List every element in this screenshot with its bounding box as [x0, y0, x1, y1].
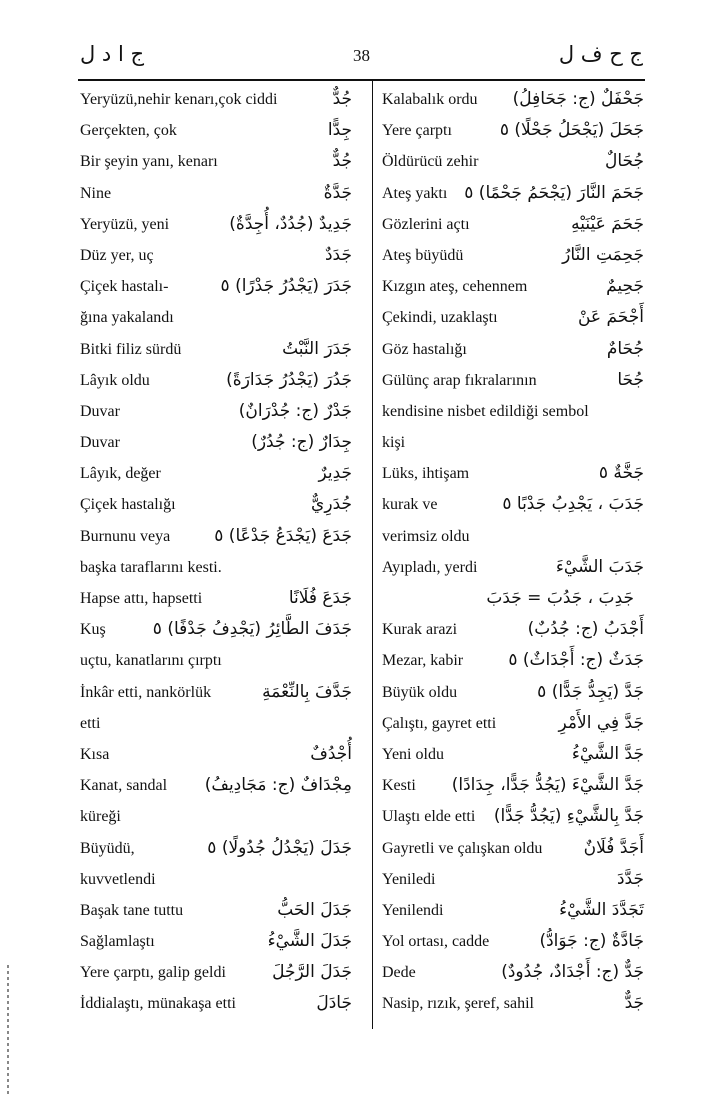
dictionary-entry [382, 178, 644, 209]
turkish-definition: uçtu, kanatlarını çırptı [80, 652, 222, 670]
dictionary-entry [382, 334, 644, 365]
turkish-definition: Lâyık, değer [80, 465, 161, 483]
arabic-headword: جَحَلَ (يَجْحَلُ جَحْلًا) ٥ [499, 120, 644, 141]
arabic-headword: جَدَّ الشَّيْءُ [571, 743, 644, 764]
turkish-definition: Ateş yaktı [382, 184, 448, 202]
turkish-definition: Yeryüzü,nehir kenarı,çok ciddi [80, 91, 278, 108]
arabic-headword: جَادَّةٌ (ج: جَوَادُّ) [539, 931, 644, 952]
turkish-definition: Mezar, kabir [382, 652, 464, 670]
turkish-definition: Lüks, ihtişam [382, 465, 470, 483]
dictionary-entry [382, 708, 644, 739]
dictionary-entry [80, 895, 352, 926]
arabic-headword: جَدَلَ (يَجْدُلُ جُدُولًا) ٥ [207, 837, 352, 858]
turkish-definition: Kesti [382, 777, 416, 795]
dictionary-entry [382, 988, 644, 1019]
dictionary-entry [80, 770, 352, 801]
turkish-definition: başka taraflarını kesti. [80, 558, 222, 576]
dictionary-entry [80, 521, 352, 552]
arabic-headword: جَدَثٌ (ج: أَجْدَاثٌ) ٥ [508, 650, 644, 671]
dictionary-entry [382, 801, 644, 832]
arabic-headword: جُحَالٌ [604, 151, 644, 172]
arabic-headword: جُدَرِيٌّ [311, 494, 352, 515]
dictionary-entry [382, 146, 644, 177]
turkish-definition: etti [80, 714, 101, 732]
arabic-headword: جَدُرَ (يَجْدُرُ جَدَارَةً) [226, 369, 352, 390]
turkish-definition: Duvar [80, 434, 120, 452]
turkish-definition: Duvar [80, 402, 120, 420]
dictionary-entry [80, 833, 352, 864]
arabic-headword: جَحِيمٌ [606, 276, 644, 297]
arabic-headword: جَدٌّ (ج: أَجْدَادٌ، جُدُودٌ) [501, 962, 644, 983]
arabic-headword: جَدِبَ ، جَدُبَ = جَدَبَ [486, 588, 634, 608]
arabic-headword: جَدَّةٌ [323, 182, 352, 203]
turkish-definition: küreği [80, 808, 121, 826]
dictionary-entry [80, 708, 352, 739]
dictionary-entry [382, 84, 644, 115]
dictionary-entry [80, 302, 352, 333]
turkish-definition: Düz yer, uç [80, 246, 154, 264]
turkish-definition: Ayıpladı, yerdi [382, 558, 478, 576]
dictionary-entry [80, 84, 352, 115]
dictionary-entry [382, 583, 644, 614]
header-right-letters: ج ح ف ل [558, 42, 643, 66]
dictionary-entry [382, 209, 644, 240]
dictionary-entry [80, 209, 352, 240]
dictionary-entry [382, 645, 644, 676]
arabic-headword: جَدَّفَ بِالنِّعْمَةِ [262, 681, 352, 702]
arabic-headword: أَجْحَمَ عَنْ [577, 307, 644, 328]
turkish-definition: Bitki filiz sürdü [80, 340, 182, 358]
dictionary-entry [382, 271, 644, 302]
arabic-headword: جَدَبَ الشَّيْءَ [555, 556, 644, 577]
dictionary-entry [80, 739, 352, 770]
arabic-headword: جَدَّ فِي الأَمْرِ [558, 712, 644, 733]
turkish-definition: Burnunu veya [80, 527, 171, 545]
dictionary-entry [382, 614, 644, 645]
turkish-definition: Ateş büyüdü [382, 246, 464, 264]
turkish-definition: verimsiz oldu [382, 527, 470, 545]
dictionary-entry [382, 895, 644, 926]
turkish-definition: Yol ortası, cadde [382, 933, 490, 951]
turkish-definition: Bir şeyin yanı, kenarı [80, 153, 218, 171]
turkish-definition: Çiçek hastalı- [80, 278, 169, 296]
turkish-definition: Çalıştı, gayret etti [382, 714, 497, 732]
dictionary-entry [80, 365, 352, 396]
turkish-definition: kişi [382, 434, 406, 452]
arabic-headword: جُحَا [617, 369, 644, 390]
arabic-headword: جَدَدٌ [324, 244, 352, 265]
turkish-definition: Nine [80, 184, 112, 202]
dictionary-entry [80, 240, 352, 271]
arabic-headword: جَدَفَ الطَّائِرُ (يَجْدِفُ جَدْفًا) ٥ [152, 619, 352, 640]
dictionary-entry [80, 178, 352, 209]
dictionary-entry [80, 458, 352, 489]
arabic-headword: جَدَّ (يَجِدُّ جَدًّا) ٥ [537, 681, 644, 702]
dictionary-entry [80, 645, 352, 676]
arabic-headword: تَجَدَّدَ الشَّيْءُ [559, 899, 644, 920]
arabic-headword: جَدٌّ [624, 993, 644, 1014]
turkish-definition: Kalabalık ordu [382, 91, 478, 108]
turkish-definition: Gülünç arap fıkralarının [382, 371, 537, 389]
arabic-headword: جُحَامٌ [606, 338, 644, 359]
arabic-headword: جَحِمَتِ النَّارُ [562, 244, 644, 265]
arabic-headword: جَدِيدٌ (جُدُدٌ، أُجِدَّةٌ) [229, 213, 352, 234]
dictionary-entry [80, 957, 352, 988]
turkish-definition: Lâyık oldu [80, 371, 150, 389]
page-header [78, 40, 645, 72]
dictionary-entry [80, 271, 352, 302]
arabic-headword: مِجْدَافٌ (ج: مَجَادِيفُ) [204, 775, 352, 796]
dictionary-entry [80, 614, 352, 645]
dictionary-entry [80, 583, 352, 614]
turkish-definition: Göz hastalığı [382, 340, 467, 358]
arabic-headword: جَحَمَ النَّارَ (يَجْحَمُ جَحْمًا) ٥ [464, 182, 644, 203]
arabic-headword: جَدَرَ (يَجْدُرُ جَدْرًا) ٥ [220, 276, 352, 297]
dictionary-entry [80, 115, 352, 146]
dictionary-entry [80, 988, 352, 1019]
turkish-definition: Dede [382, 964, 416, 982]
arabic-headword: جَدَلَ الشَّيْءُ [267, 931, 352, 952]
column-divider [372, 81, 373, 1029]
page-number: 38 [353, 46, 370, 65]
turkish-definition: Gerçekten, çok [80, 122, 177, 140]
turkish-definition: Öldürücü zehir [382, 153, 479, 171]
turkish-definition: Kızgın ateş, cehennem [382, 278, 528, 296]
dictionary-entry [80, 864, 352, 895]
turkish-definition: Yeryüzü, yeni [80, 215, 170, 233]
turkish-definition: Yeniledi [382, 870, 436, 888]
dictionary-entry [80, 396, 352, 427]
dictionary-entry [382, 552, 644, 583]
arabic-headword: جَادَلَ [316, 993, 352, 1014]
turkish-definition: Yeni oldu [382, 745, 444, 763]
dictionary-entry [382, 957, 644, 988]
arabic-headword: جَدَلَ الحَبُّ [277, 899, 352, 920]
dictionary-entry [382, 833, 644, 864]
dictionary-entry [80, 427, 352, 458]
turkish-definition: Ulaştı elde etti [382, 808, 476, 826]
arabic-headword: جَدْرٌ (ج: جُدْرَانٌ) [238, 400, 352, 421]
turkish-definition: ğına yakalandı [80, 309, 174, 327]
arabic-headword: جَدَعَ فُلَانًا [288, 588, 352, 608]
turkish-definition: Yere çarptı [382, 122, 452, 140]
dictionary-entry [382, 677, 644, 708]
turkish-definition: Yenilendi [382, 901, 444, 919]
turkish-definition: Kurak arazi [382, 621, 458, 639]
arabic-headword: جَدَّدَ [616, 868, 644, 889]
turkish-definition: kuvvetlendi [80, 870, 156, 888]
turkish-definition: İddialaştı, münakaşa etti [80, 995, 236, 1013]
margin-mark [7, 965, 9, 1095]
dictionary-entry [382, 770, 644, 801]
turkish-definition: Yere çarptı, galip geldi [80, 964, 226, 982]
arabic-headword: جَدِيرٌ [318, 463, 352, 484]
turkish-definition: İnkâr etti, nankörlük [80, 683, 212, 701]
turkish-definition: Kısa [80, 745, 110, 763]
arabic-headword: جَدَّ الشَّيْءَ (يَجُدُّ جَدًّا، جِدَادًا) [451, 775, 644, 796]
arabic-headword: جَدَبَ ، يَجْدِبُ جَدْبًا ٥ [502, 494, 644, 515]
dictionary-entry [382, 458, 644, 489]
turkish-definition: Hapse attı, hapsetti [80, 590, 203, 607]
dictionary-entry [80, 801, 352, 832]
dictionary-entry [80, 552, 352, 583]
arabic-headword: جَحْفَلٌ (ج: جَحَافِلُ) [512, 89, 644, 109]
dictionary-entry [382, 489, 644, 520]
turkish-definition: kurak ve [382, 496, 438, 514]
arabic-headword: أَجَدَّ فُلَانٌ [583, 837, 644, 858]
dictionary-entry [382, 396, 644, 427]
dictionary-entry [80, 677, 352, 708]
arabic-headword: جُدٌّ [332, 89, 352, 109]
dictionary-entry [382, 115, 644, 146]
dictionary-entry [80, 334, 352, 365]
dictionary-entry [80, 489, 352, 520]
turkish-definition: Büyük oldu [382, 683, 458, 701]
arabic-headword: جَخَّةٌ ٥ [598, 463, 644, 484]
dictionary-entry [382, 240, 644, 271]
turkish-definition: Kanat, sandal [80, 777, 168, 795]
left-column [80, 84, 352, 1020]
arabic-headword: جِدَارٌ (ج: جُدُرٌ) [251, 432, 352, 453]
arabic-headword: جَدَّ بِالشَّيْءِ (يَجُدُّ جَدًّا) [493, 806, 644, 827]
turkish-definition: Sağlamlaştı [80, 933, 155, 951]
arabic-headword: جَدَلَ الرَّجُلَ [272, 962, 352, 983]
turkish-definition: Başak tane tuttu [80, 901, 184, 919]
dictionary-entry [382, 427, 644, 458]
arabic-headword: جِدًّا [327, 120, 352, 141]
dictionary-entry [382, 302, 644, 333]
dictionary-entry [80, 926, 352, 957]
turkish-definition: Gayretli ve çalışkan oldu [382, 839, 543, 857]
turkish-definition: Çekindi, uzaklaştı [382, 309, 498, 327]
dictionary-entry [382, 739, 644, 770]
turkish-definition: Çiçek hastalığı [80, 496, 176, 514]
dictionary-entry [382, 365, 644, 396]
arabic-headword: جُدٌّ [332, 151, 352, 172]
dictionary-entry [382, 926, 644, 957]
arabic-headword: أَجْدَبُ (ج: جُدُبٌ) [527, 619, 644, 640]
arabic-headword: جَحَمَ عَيْنَيْهِ [571, 213, 644, 234]
right-column [382, 84, 644, 1020]
dictionary-entry [382, 521, 644, 552]
turkish-definition: kendisine nisbet edildiği sembol [382, 402, 589, 420]
turkish-definition: Büyüdü, [80, 839, 135, 857]
dictionary-entry [382, 864, 644, 895]
arabic-headword: أُجْدُفٌ [310, 743, 352, 764]
turkish-definition: Nasip, rızık, şeref, sahil [382, 995, 534, 1013]
turkish-definition: Kuş [80, 621, 106, 639]
arabic-headword: جَدَرَ النَّبْتُ [282, 338, 352, 359]
turkish-definition: Gözlerini açtı [382, 215, 470, 233]
arabic-headword: جَدَعَ (يَجْدَعُ جَدْعًا) ٥ [214, 525, 352, 546]
dictionary-entry [80, 146, 352, 177]
header-left-letters: ج ا د ل [80, 42, 145, 66]
header-rule [78, 79, 645, 81]
